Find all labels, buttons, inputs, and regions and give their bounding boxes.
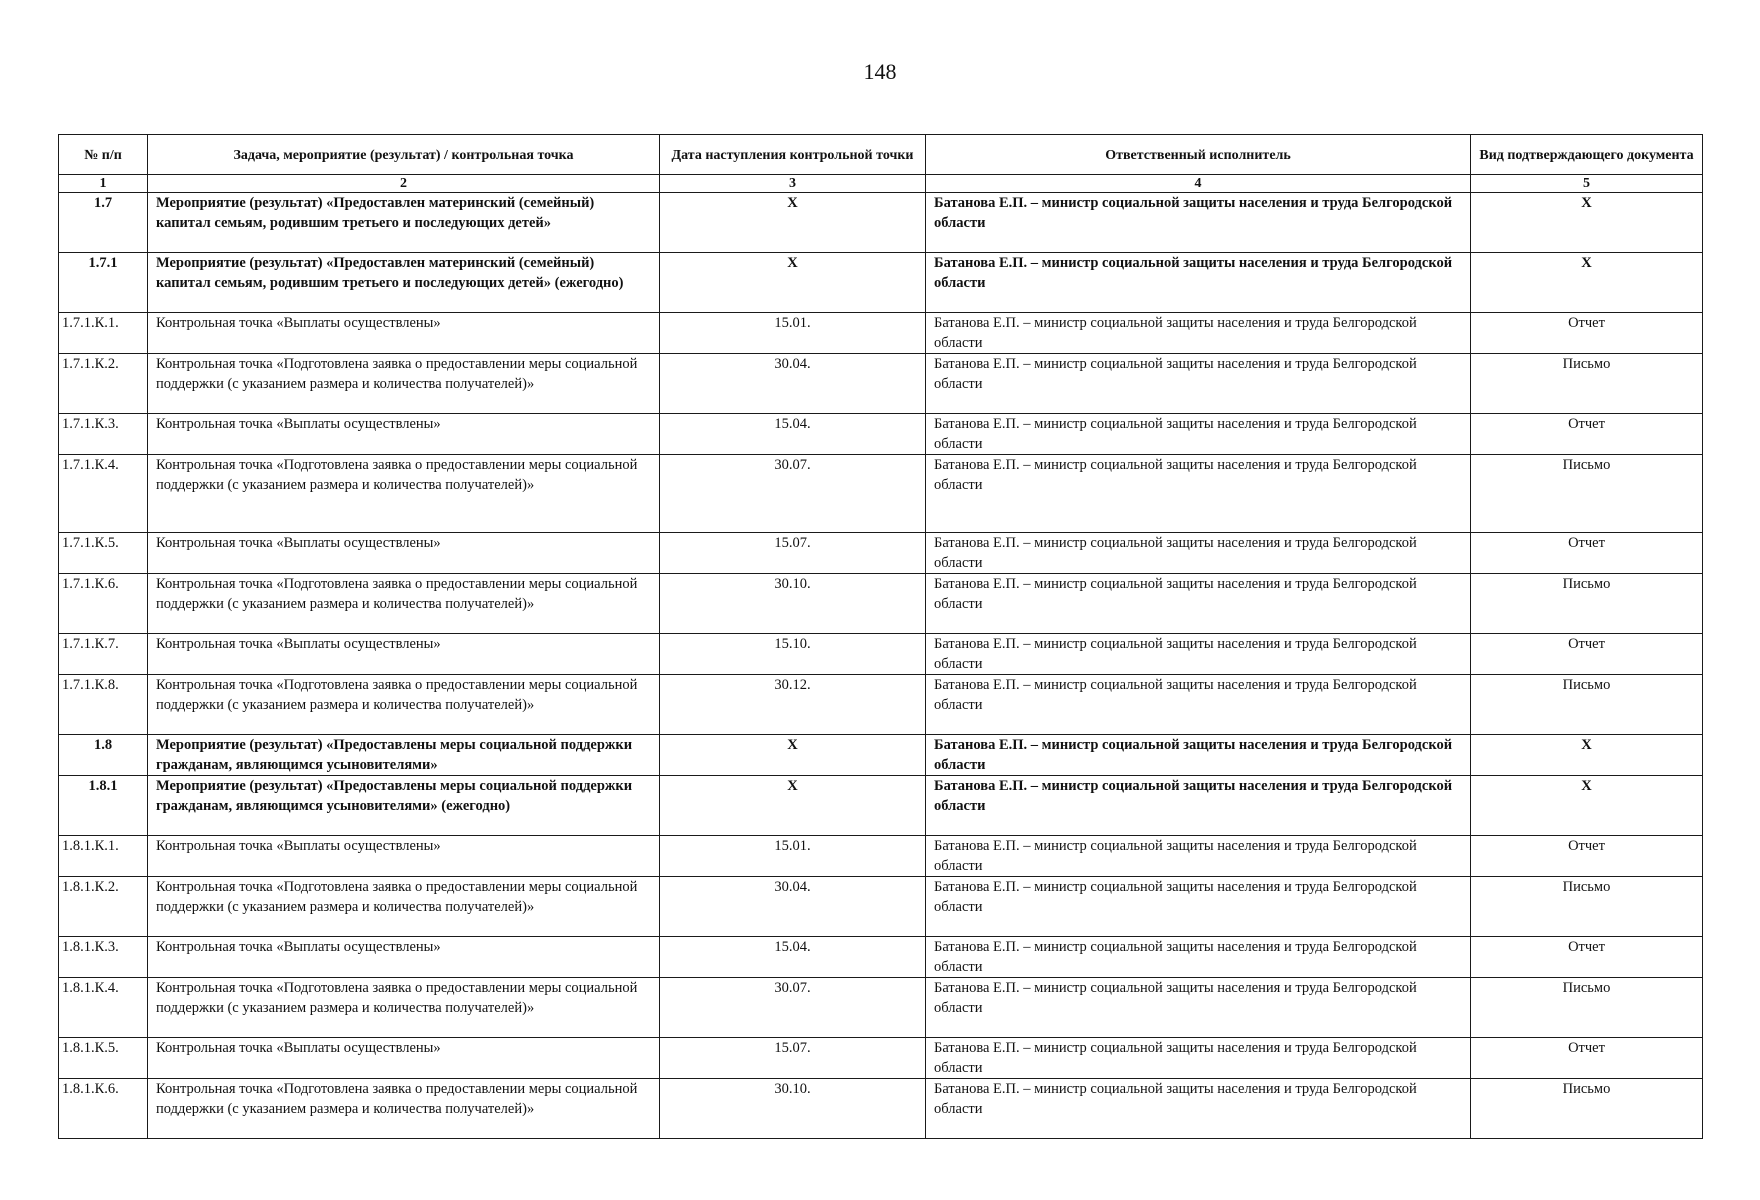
row-date: Х (660, 735, 926, 776)
column-number: 4 (926, 175, 1471, 193)
row-task: Контрольная точка «Выплаты осуществлены» (148, 937, 660, 978)
table-row (59, 877, 1703, 937)
table-row (59, 978, 1703, 1038)
table-row (59, 193, 1703, 253)
row-number: 1.7.1.К.3. (59, 414, 148, 455)
column-number: 3 (660, 175, 926, 193)
row-document: Отчет (1471, 1038, 1703, 1079)
row-date: 30.07. (660, 455, 926, 533)
row-document: Х (1471, 735, 1703, 776)
table-row (59, 634, 1703, 675)
row-number: 1.8.1.К.3. (59, 937, 148, 978)
row-document: Отчет (1471, 313, 1703, 354)
header-document: Вид подтверждающего документа (1471, 135, 1703, 175)
table-row (59, 253, 1703, 313)
table-row (59, 836, 1703, 877)
row-task: Мероприятие (результат) «Предоставлены меры социальной поддержки гражданам, являющимся усыновителями» (ежегодно) (148, 776, 660, 836)
row-date: 15.10. (660, 634, 926, 675)
row-date: 15.01. (660, 313, 926, 354)
row-document: Х (1471, 193, 1703, 253)
table-row (59, 533, 1703, 574)
header-date: Дата наступления контрольной точки (660, 135, 926, 175)
table-row (59, 1079, 1703, 1139)
row-number: 1.7.1.К.4. (59, 455, 148, 533)
row-document: Письмо (1471, 978, 1703, 1038)
table-row (59, 675, 1703, 735)
row-responsible: Батанова Е.П. – министр социальной защиты населения и труда Белгородской области (926, 634, 1471, 675)
row-date: 15.04. (660, 414, 926, 455)
row-document: Письмо (1471, 574, 1703, 634)
row-document: Отчет (1471, 634, 1703, 675)
row-date: Х (660, 253, 926, 313)
table-row (59, 414, 1703, 455)
row-responsible: Батанова Е.П. – министр социальной защиты населения и труда Белгородской области (926, 354, 1471, 414)
column-number: 2 (148, 175, 660, 193)
row-task: Мероприятие (результат) «Предоставлен материнский (семейный) капитал семьям, родившим третьего и последующих детей» (148, 193, 660, 253)
row-date: 30.04. (660, 354, 926, 414)
row-responsible: Батанова Е.П. – министр социальной защиты населения и труда Белгородской области (926, 193, 1471, 253)
row-document: Письмо (1471, 455, 1703, 533)
row-task: Контрольная точка «Подготовлена заявка о предоставлении меры социальной поддержки (с указанием размера и количества получателей)» (148, 1079, 660, 1139)
header-task: Задача, мероприятие (результат) / контрольная точка (148, 135, 660, 175)
row-task: Мероприятие (результат) «Предоставлен материнский (семейный) капитал семьям, родившим третьего и последующих детей» (ежегодно) (148, 253, 660, 313)
row-date: 30.04. (660, 877, 926, 937)
row-responsible: Батанова Е.П. – министр социальной защиты населения и труда Белгородской области (926, 1079, 1471, 1139)
row-number: 1.7.1.К.1. (59, 313, 148, 354)
table-header-row (59, 135, 1703, 175)
table-row (59, 354, 1703, 414)
table-row (59, 776, 1703, 836)
row-number: 1.8.1.К.2. (59, 877, 148, 937)
row-responsible: Батанова Е.П. – министр социальной защиты населения и труда Белгородской области (926, 735, 1471, 776)
row-task: Контрольная точка «Подготовлена заявка о предоставлении меры социальной поддержки (с указанием размера и количества получателей)» (148, 877, 660, 937)
page-number: 148 (863, 59, 897, 84)
row-task: Контрольная точка «Выплаты осуществлены» (148, 1038, 660, 1079)
row-task: Контрольная точка «Выплаты осуществлены» (148, 313, 660, 354)
column-number-row (59, 175, 1703, 193)
row-responsible: Батанова Е.П. – министр социальной защиты населения и труда Белгородской области (926, 313, 1471, 354)
row-number: 1.8.1.К.5. (59, 1038, 148, 1079)
row-responsible: Батанова Е.П. – министр социальной защиты населения и труда Белгородской области (926, 836, 1471, 877)
row-document: Отчет (1471, 414, 1703, 455)
row-task: Контрольная точка «Выплаты осуществлены» (148, 414, 660, 455)
row-date: 15.04. (660, 937, 926, 978)
row-date: 30.12. (660, 675, 926, 735)
row-date: 30.10. (660, 574, 926, 634)
row-task: Контрольная точка «Выплаты осуществлены» (148, 533, 660, 574)
row-number: 1.8.1.К.4. (59, 978, 148, 1038)
row-date: 30.10. (660, 1079, 926, 1139)
row-document: Отчет (1471, 533, 1703, 574)
row-document: Х (1471, 776, 1703, 836)
row-number: 1.8 (59, 735, 148, 776)
row-task: Контрольная точка «Подготовлена заявка о предоставлении меры социальной поддержки (с указанием размера и количества получателей)» (148, 574, 660, 634)
table-row (59, 574, 1703, 634)
table-row (59, 937, 1703, 978)
table-row (59, 455, 1703, 533)
row-number: 1.7.1 (59, 253, 148, 313)
row-responsible: Батанова Е.П. – министр социальной защиты населения и труда Белгородской области (926, 574, 1471, 634)
row-document: Отчет (1471, 836, 1703, 877)
row-task: Контрольная точка «Подготовлена заявка о предоставлении меры социальной поддержки (с указанием размера и количества получателей)» (148, 354, 660, 414)
header-responsible: Ответственный исполнитель (926, 135, 1471, 175)
row-document: Письмо (1471, 877, 1703, 937)
row-responsible: Батанова Е.П. – министр социальной защиты населения и труда Белгородской области (926, 253, 1471, 313)
table-row (59, 1038, 1703, 1079)
row-responsible: Батанова Е.П. – министр социальной защиты населения и труда Белгородской области (926, 455, 1471, 533)
row-responsible: Батанова Е.П. – министр социальной защиты населения и труда Белгородской области (926, 1038, 1471, 1079)
row-document: Письмо (1471, 1079, 1703, 1139)
row-document: Х (1471, 253, 1703, 313)
row-date: Х (660, 193, 926, 253)
row-number: 1.7 (59, 193, 148, 253)
row-responsible: Батанова Е.П. – министр социальной защиты населения и труда Белгородской области (926, 937, 1471, 978)
row-responsible: Батанова Е.П. – министр социальной защиты населения и труда Белгородской области (926, 776, 1471, 836)
row-task: Контрольная точка «Подготовлена заявка о предоставлении меры социальной поддержки (с указанием размера и количества получателей)» (148, 978, 660, 1038)
row-document: Письмо (1471, 354, 1703, 414)
row-number: 1.8.1 (59, 776, 148, 836)
row-responsible: Батанова Е.П. – министр социальной защиты населения и труда Белгородской области (926, 978, 1471, 1038)
column-number: 1 (59, 175, 148, 193)
row-document: Отчет (1471, 937, 1703, 978)
row-date: Х (660, 776, 926, 836)
row-responsible: Батанова Е.П. – министр социальной защиты населения и труда Белгородской области (926, 533, 1471, 574)
row-number: 1.8.1.К.1. (59, 836, 148, 877)
row-number: 1.8.1.К.6. (59, 1079, 148, 1139)
row-task: Контрольная точка «Выплаты осуществлены» (148, 836, 660, 877)
row-task: Контрольная точка «Подготовлена заявка о предоставлении меры социальной поддержки (с указанием размера и количества получателей)» (148, 455, 660, 533)
row-number: 1.7.1.К.2. (59, 354, 148, 414)
header-num: № п/п (59, 135, 148, 175)
row-responsible: Батанова Е.П. – министр социальной защиты населения и труда Белгородской области (926, 675, 1471, 735)
column-number: 5 (1471, 175, 1703, 193)
control-points-table (58, 134, 1703, 1139)
row-number: 1.7.1.К.6. (59, 574, 148, 634)
row-document: Письмо (1471, 675, 1703, 735)
row-number: 1.7.1.К.5. (59, 533, 148, 574)
table-row (59, 735, 1703, 776)
row-task: Контрольная точка «Выплаты осуществлены» (148, 634, 660, 675)
row-date: 30.07. (660, 978, 926, 1038)
row-responsible: Батанова Е.П. – министр социальной защиты населения и труда Белгородской области (926, 877, 1471, 937)
row-task: Мероприятие (результат) «Предоставлены меры социальной поддержки гражданам, являющимся усыновителями» (148, 735, 660, 776)
row-number: 1.7.1.К.7. (59, 634, 148, 675)
row-date: 15.07. (660, 533, 926, 574)
row-number: 1.7.1.К.8. (59, 675, 148, 735)
row-date: 15.07. (660, 1038, 926, 1079)
row-responsible: Батанова Е.П. – министр социальной защиты населения и труда Белгородской области (926, 414, 1471, 455)
table-row (59, 313, 1703, 354)
row-date: 15.01. (660, 836, 926, 877)
row-task: Контрольная точка «Подготовлена заявка о предоставлении меры социальной поддержки (с указанием размера и количества получателей)» (148, 675, 660, 735)
